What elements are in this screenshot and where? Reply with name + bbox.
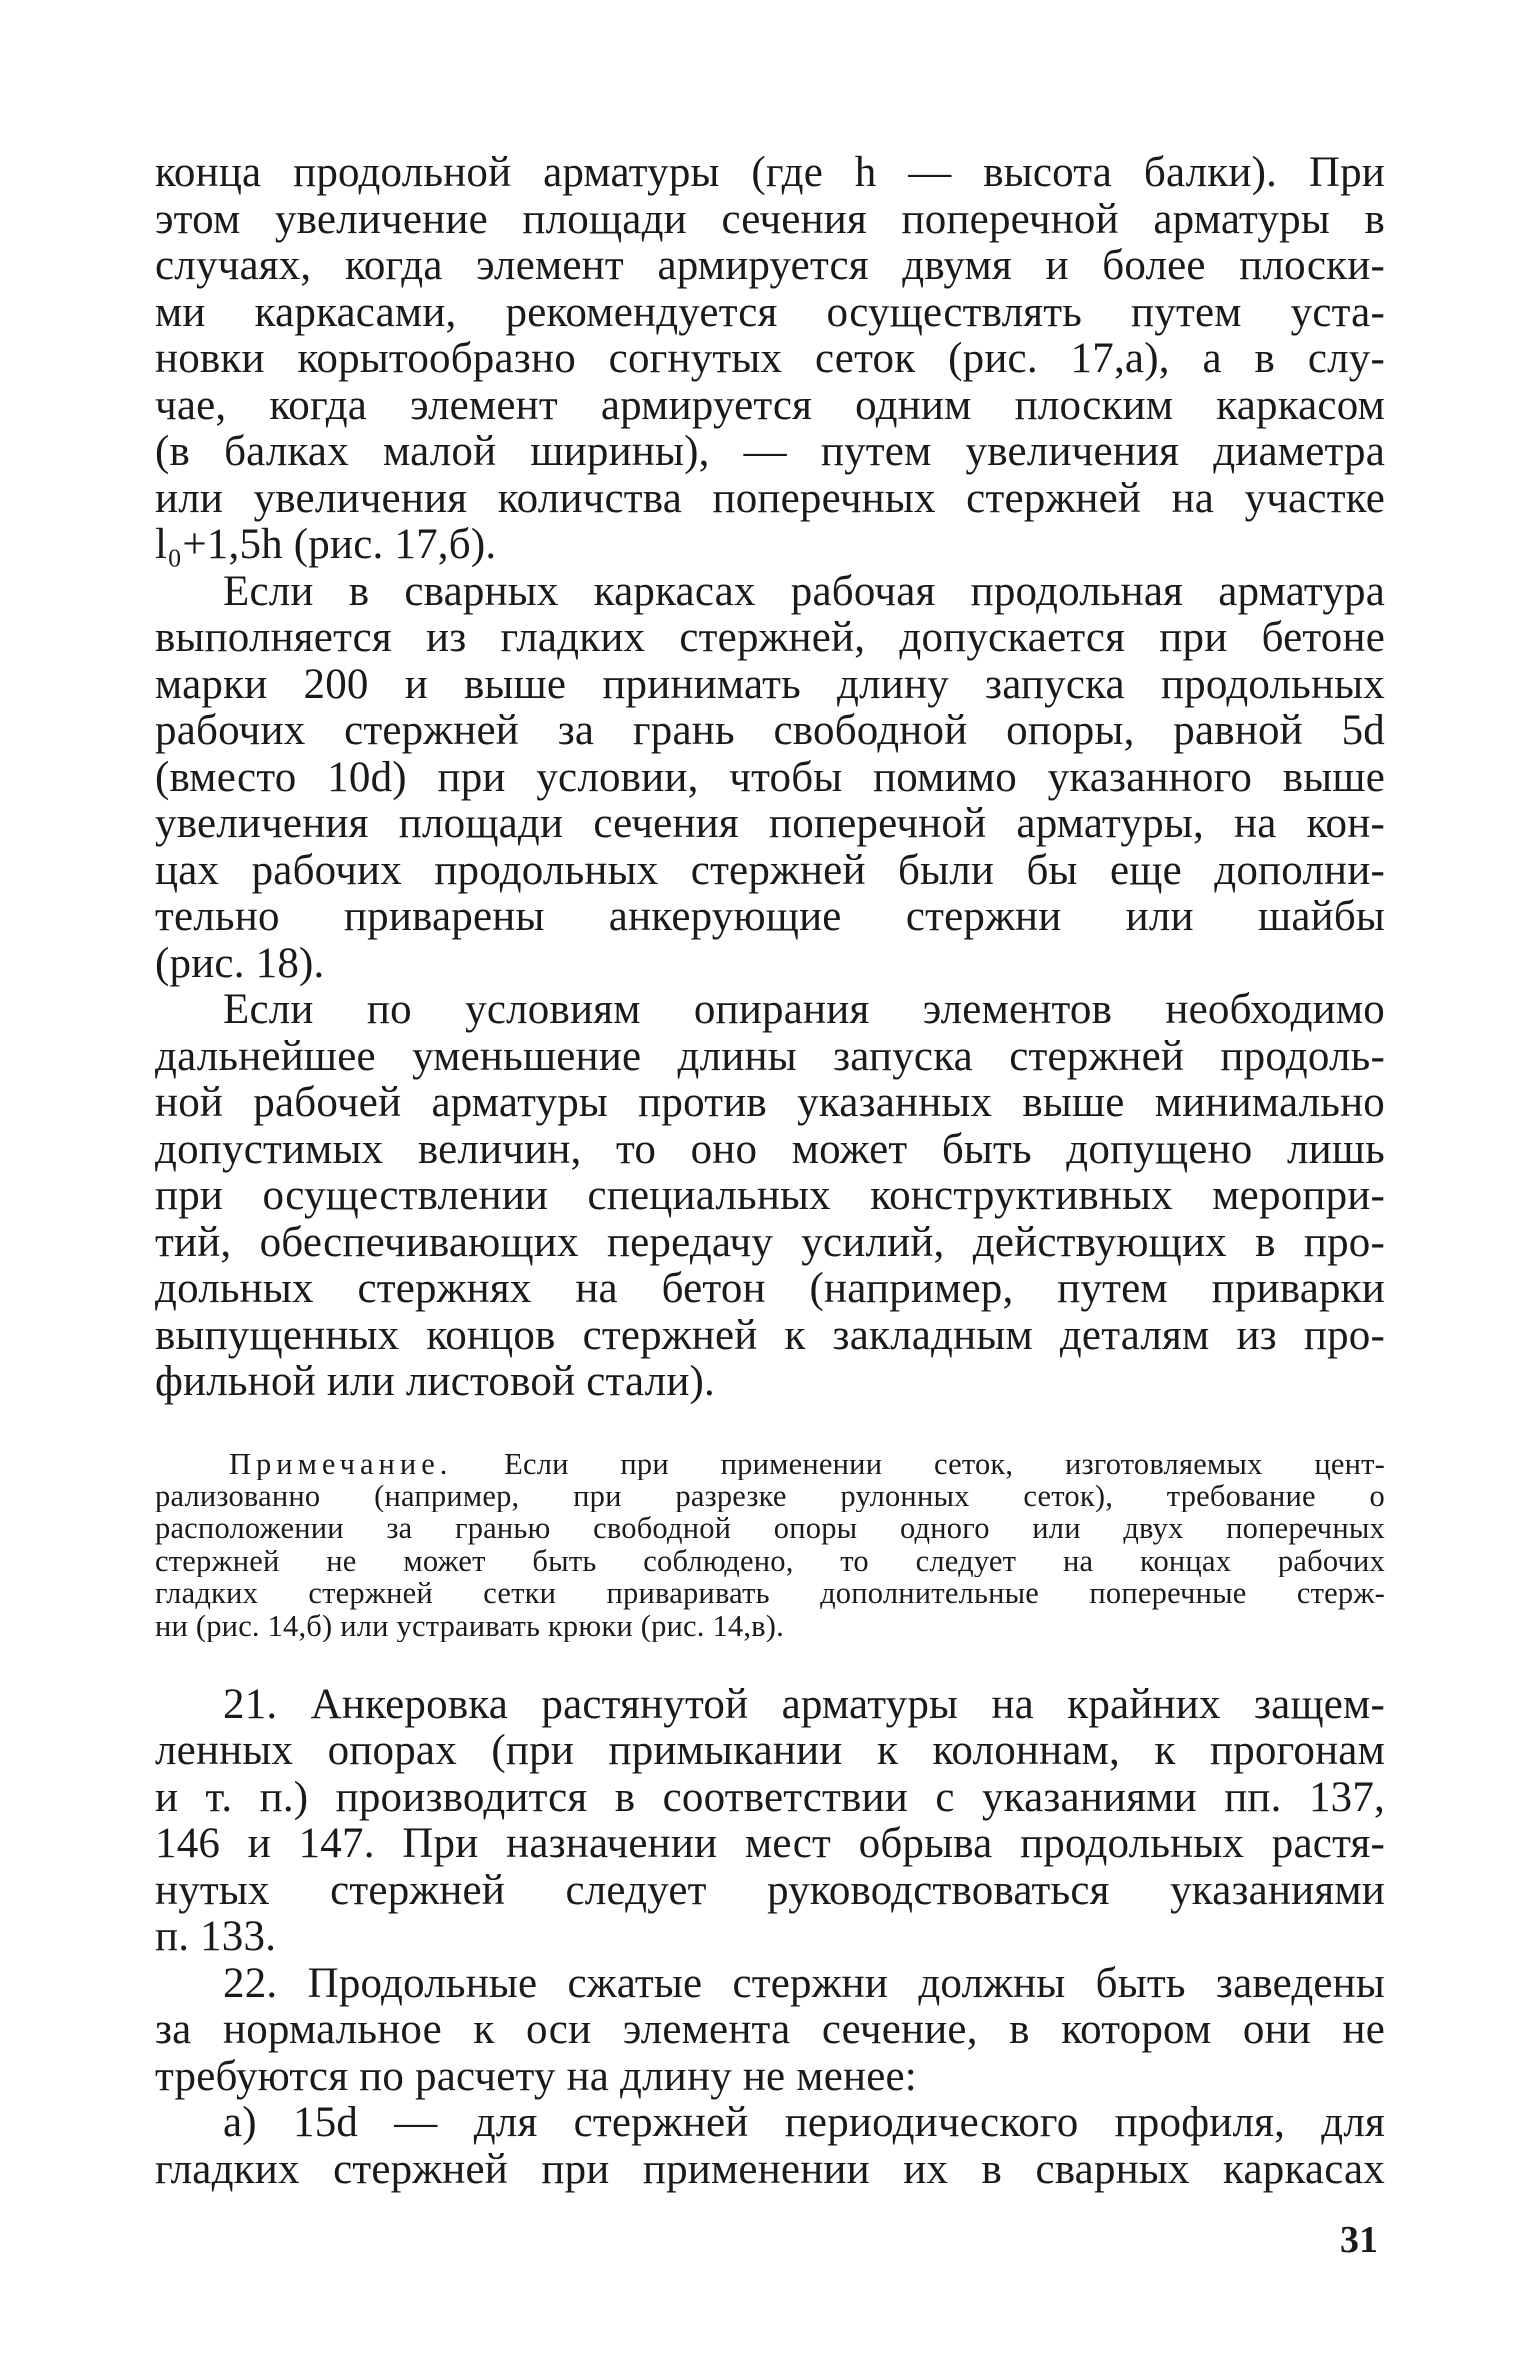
text-line: нутых стержней следует руководствоваться указаниями <box>155 1867 1385 1914</box>
text-line: чае, когда элемент армируется одним плоским каркасом <box>155 382 1385 429</box>
text-line: ленных опорах (при примыкании к колоннам, к прогонам <box>155 1728 1385 1775</box>
text-line: марки 200 и выше принимать длину запуска продольных <box>155 661 1385 708</box>
section-21 <box>155 1682 1385 1961</box>
text-line: Если по условиям опирания элементов необходимо <box>223 987 1385 1033</box>
note-block <box>155 1448 1385 1642</box>
section-22 <box>155 1961 1385 2101</box>
text-line: ми каркасами, рекомендуется осуществлять путем уста- <box>155 289 1385 336</box>
text-line: тий, обеспечивающих передачу усилий, действующих в про- <box>155 1219 1385 1266</box>
note-first-line <box>155 1448 1385 1480</box>
text-line: дальнейшее уменьшение длины запуска стержней продоль- <box>155 1033 1385 1080</box>
paragraph-3 <box>155 987 1385 1406</box>
note-line: расположении за гранью свободной опоры одного или двух поперечных <box>155 1512 1385 1545</box>
text-line: при осуществлении специальных конструктивных меропри- <box>155 1173 1385 1219</box>
document-page <box>155 150 1385 2193</box>
text-line: конца продольной арматуры (где h — высота балки). При <box>155 150 1385 196</box>
text-line: этом увеличение площади сечения поперечной арматуры в <box>155 196 1385 243</box>
text-line: или увеличения количства поперечных стержней на участке <box>155 475 1385 522</box>
note-line: рализованно (например, при разрезке рулонных сеток), требование о <box>155 1479 1385 1513</box>
note-first-line-text: Если при применении сеток, изготовляемых цент- <box>504 1447 1385 1480</box>
text-line: увеличения площади сечения поперечной арматуры, на кон- <box>155 801 1385 847</box>
note-line: ни (рис. 14,б) или устраивать крюки (рис. 14,в). <box>155 1609 784 1642</box>
text-line: Если в сварных каркасах рабочая продольная арматура <box>223 568 1385 615</box>
text-line: 21. Анкеровка растянутой арматуры на крайних защем- <box>223 1681 1385 1728</box>
text-line: за нормальное к оси элемента сечение, в котором они не <box>155 2007 1385 2054</box>
text-line: новки корытообразно согнутых сеток (рис. 17,а), а в слу- <box>155 336 1385 382</box>
paragraph-1 <box>155 150 1385 569</box>
text-line: ной рабочей арматуры против указанных выше минимально <box>155 1080 1385 1126</box>
text-line: п. 133. <box>155 1914 277 1961</box>
spacer <box>155 1642 1385 1682</box>
text-line: l₀+1,5h (рис. 17,б). <box>155 522 497 568</box>
text-line: 22. Продольные сжатые стержни должны быть заведены <box>223 1960 1385 2007</box>
note-label: Примечание. <box>229 1447 453 1480</box>
text-line: (рис. 18). <box>155 940 325 987</box>
text-line: случаях, когда элемент армируется двумя и более плоски- <box>155 243 1385 289</box>
text-line: 146 и 147. При назначении мест обрыва продольных растя- <box>155 1821 1385 1868</box>
text-line: рабочих стержней за грань свободной опоры, равной 5d <box>155 708 1385 754</box>
text-line: выпущенных концов стержней к закладным деталям из про- <box>155 1312 1385 1359</box>
text-line: а) 15d — для стержней периодического профиля, для <box>223 2100 1385 2147</box>
text-line: (вместо 10d) при условии, чтобы помимо указанного выше <box>155 754 1385 801</box>
text-line: цах рабочих продольных стержней были бы еще дополни- <box>155 847 1385 894</box>
text-line: гладких стержней при применении их в сварных каркасах <box>155 2146 1385 2193</box>
page-number: 31 <box>1340 2219 1378 2261</box>
note-line: стержней не может быть соблюдено, то следует на концах рабочих <box>155 1544 1385 1578</box>
text-line: допустимых величин, то оно может быть допущено лишь <box>155 1126 1385 1173</box>
note-line: гладких стержней сетки приваривать дополнительные поперечные стерж- <box>155 1577 1385 1610</box>
text-line: и т. п.) производится в соответствии с указаниями пп. 137, <box>155 1774 1385 1821</box>
list-item-a <box>155 2100 1385 2193</box>
text-line: требуются по расчету на длину не менее: <box>155 2053 917 2100</box>
text-line: тельно приварены анкерующие стержни или шайбы <box>155 894 1385 940</box>
paragraph-2 <box>155 569 1385 988</box>
text-line: фильной или листовой стали). <box>155 1359 716 1405</box>
text-line: дольных стержнях на бетон (например, путем приварки <box>155 1266 1385 1312</box>
text-line: (в балках малой ширины), — путем увеличения диаметра <box>155 429 1385 475</box>
text-line: выполняется из гладких стержней, допускается при бетоне <box>155 615 1385 661</box>
